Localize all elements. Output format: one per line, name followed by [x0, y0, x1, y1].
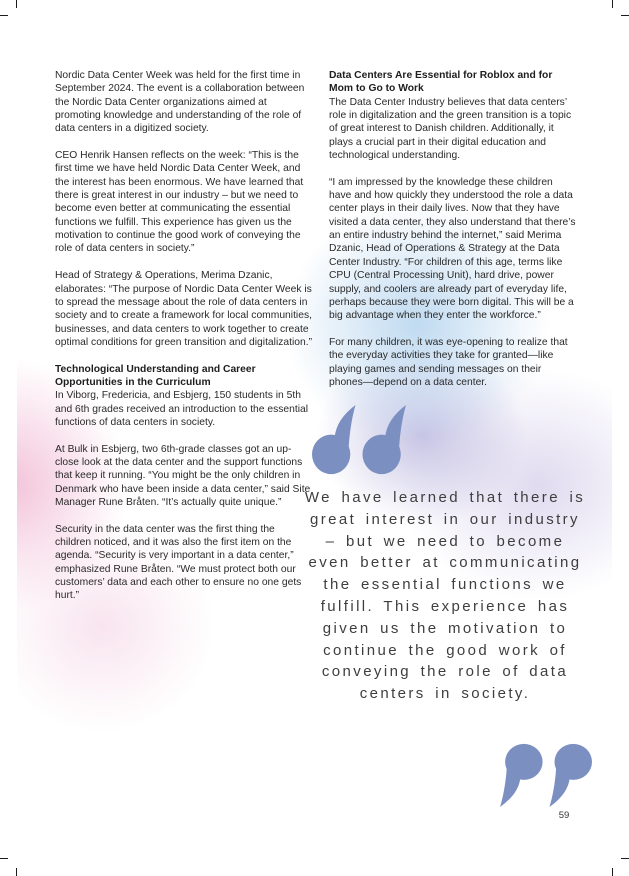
paragraph: Head of Strategy & Operations, Merima Dzanic, elaborates: “The purpose of Nordic Data Center Week is to spread the message about the role of data centers in society and to create a framework for local communities, businesses, and data centers to work together to create optimal conditions for green transition and digitalization.”: [55, 270, 312, 348]
paragraph: CEO Henrik Hansen reflects on the week: “This is the first time we have held Nordic Data Center Week, and the interest has been enormous. We have learned that there is great interest in our industry – but we need to become even better at communicating the essential functions we fulfill. This experience has given us the motivation to continue the good work of conveying the role of data centers in society.”: [55, 150, 304, 255]
section-heading: Data Centers Are Essential for Roblox and for Mom to Go to Work: [329, 70, 553, 95]
left-column: [55, 69, 312, 616]
crop-mark: [621, 15, 629, 16]
crop-mark: [0, 858, 8, 859]
page-number: 59: [558, 810, 570, 821]
crop-mark: [612, 868, 613, 876]
crop-mark: [612, 0, 613, 8]
magazine-page: [17, 15, 612, 861]
section-heading: Technological Understanding and Career Opportunities in the Curriculum: [55, 363, 256, 388]
paragraph: “I am impressed by the knowledge these children have and how quickly they understood the role a data center plays in their daily lives. Now that they have visited a data center, they also understand that there’s an entire industry behind the internet,” said Merima Dzanic, Head of Operations & Strategy at the Data Center Industry. “For children of this age, terms like CPU (Central Processing Unit), hard drive, power supply, and coolers are already part of everyday life, perhaps because they were born digital. This will be a big advantage when they enter the workforce.”: [329, 176, 576, 322]
paragraph: At Bulk in Esbjerg, two 6th-grade classes got an up-close look at the data center and the support functions that keep it running. “You might be the only children in Denmark who have been inside a data center,” said Site Manager Rune Bråten. “It’s actually quite unique.”: [55, 443, 311, 508]
quote-close-icon: [500, 743, 592, 807]
quote-open-icon: [312, 405, 406, 475]
crop-mark: [0, 15, 8, 16]
paragraph: Security in the data center was the first thing the children noticed, and it was also the first item on the agenda. “Security is very important in a data center,” emphasized Rune Bråten. “We must protect both our customers’ data and each other to ensure no one gets hurt.”: [55, 523, 302, 602]
paragraph: In Viborg, Fredericia, and Esbjerg, 150 students in 5th and 6th grades received an introduction to the essential functions of data centers in society.: [55, 390, 309, 428]
paragraph: For many children, it was eye-opening to realize that the everyday activities they take for granted—like playing games and sending messages on their phones—depend on a data center.: [329, 336, 568, 388]
paragraph: Nordic Data Center Week was held for the first time in September 2024. The event is a collaboration between the Nordic Data Center organizations aimed at promoting knowledge and understanding of the role of data centers in a digitized society.: [55, 70, 305, 135]
right-column: [329, 69, 576, 403]
crop-mark: [16, 0, 17, 8]
crop-mark: [621, 858, 629, 859]
crop-mark: [16, 868, 17, 876]
paragraph: The Data Center Industry believes that data centers’ role in digitalization and the green transition is a topic of great interest to Danish children. Additionally, it plays a crucial part in their digital education and technological understanding.: [329, 96, 572, 162]
pull-quote-text: We have learned that there is great interest in our industry – but we need to become even better at communicating the essential functions we fulfill. This experience has given us the motivation to continue the good work of conveying the role of data centers in society.: [304, 489, 586, 703]
